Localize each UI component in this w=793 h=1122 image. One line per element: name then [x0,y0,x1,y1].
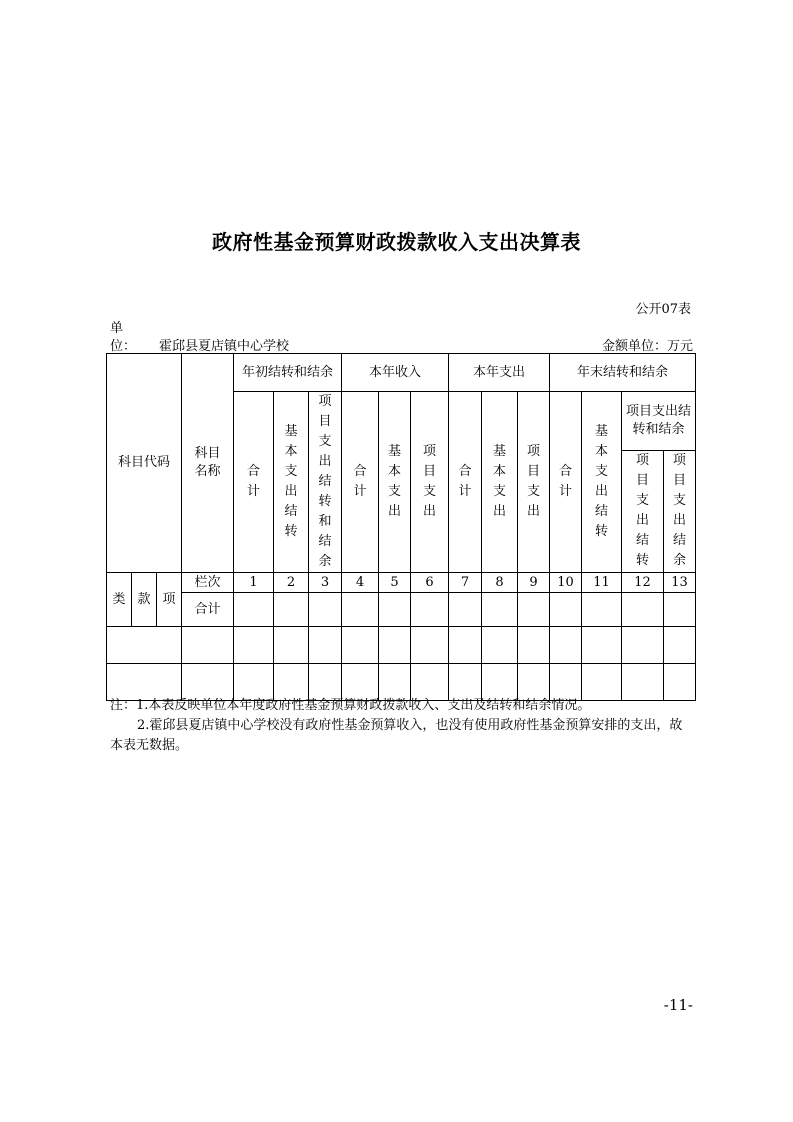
header-g1-basic-carry: 基本支出结转 [274,392,309,573]
col-number: 7 [449,573,482,593]
header-lei: 类 [107,573,132,627]
table-cell [550,593,582,627]
col-number: 10 [550,573,582,593]
table-cell [449,593,482,627]
header-g3-basic: 基本支出 [482,392,518,573]
page-number: -11- [663,996,693,1014]
col-number: 6 [411,573,449,593]
header-g4-basic-carry: 基本支出结转 [582,392,622,573]
header-g1-total: 合计 [234,392,274,573]
header-xiang: 项 [157,573,182,627]
lanci-label: 栏次 [182,573,234,593]
col-number: 1 [234,573,274,593]
row-total-label: 合计 [182,593,234,627]
notes [110,696,695,756]
col-number: 13 [664,573,696,593]
header-g4-project-carry: 项目支出结转 [622,450,664,572]
header-g2-basic: 基本支出 [379,392,411,573]
unit-name: 霍邱县夏店镇中心学校 [159,339,290,354]
header-subject-code: 科目代码 [107,354,182,573]
col-number: 12 [622,573,664,593]
header-opening-balance: 年初结转和结余 [234,354,342,392]
table-row [107,627,696,664]
note-line-1: 注：1.本表反映单位本年度政府性基金预算财政拨款收入、支出及结转和结余情况。 [110,698,591,713]
header-current-expense: 本年支出 [449,354,550,392]
table-cell [622,593,664,627]
col-number: 5 [379,573,411,593]
table-cell [482,593,518,627]
table-cell [342,593,379,627]
header-g3-project: 项目支出 [518,392,550,573]
page-title: 政府性基金预算财政拨款收入支出决算表 [212,230,581,254]
col-number: 4 [342,573,379,593]
unit-label-line2: 位： [110,339,137,354]
table-cell [274,593,309,627]
header-g3-total: 合计 [449,392,482,573]
header-closing-balance: 年末结转和结余 [550,354,696,392]
header-subject-name: 科目名称 [182,354,234,573]
table-cell [582,593,622,627]
col-number: 9 [518,573,550,593]
header-g2-total: 合计 [342,392,379,573]
col-number: 2 [274,573,309,593]
amount-unit: 金额单位：万元 [601,339,693,354]
header-g4-total: 合计 [550,392,582,573]
header-kuan: 款 [132,573,157,627]
table-row [107,664,696,701]
header-g4-project-sub: 项目支出结转和结余 [622,392,696,451]
header-g1-project-carry-surplus: 项目支出结转和结余 [309,392,342,573]
note-line-2: 2.霍邱县夏店镇中心学校没有政府性基金预算收入，也没有使用政府性基金预算安排的支出，故本表无数据。 [110,718,683,753]
col-number: 8 [482,573,518,593]
header-g4-project-surplus: 项目支出结余 [664,450,696,572]
table-cell [309,593,342,627]
table-cell [664,593,696,627]
unit-label-line1: 单 [110,321,124,336]
table-cell [411,593,449,627]
table-cell [379,593,411,627]
table-cell [518,593,550,627]
table-cell [234,593,274,627]
col-number: 11 [582,573,622,593]
header-current-income: 本年收入 [342,354,449,392]
header-g2-project: 项目支出 [411,392,449,573]
col-number: 3 [309,573,342,593]
form-number: 公开07表 [635,302,691,317]
budget-table [106,353,696,701]
